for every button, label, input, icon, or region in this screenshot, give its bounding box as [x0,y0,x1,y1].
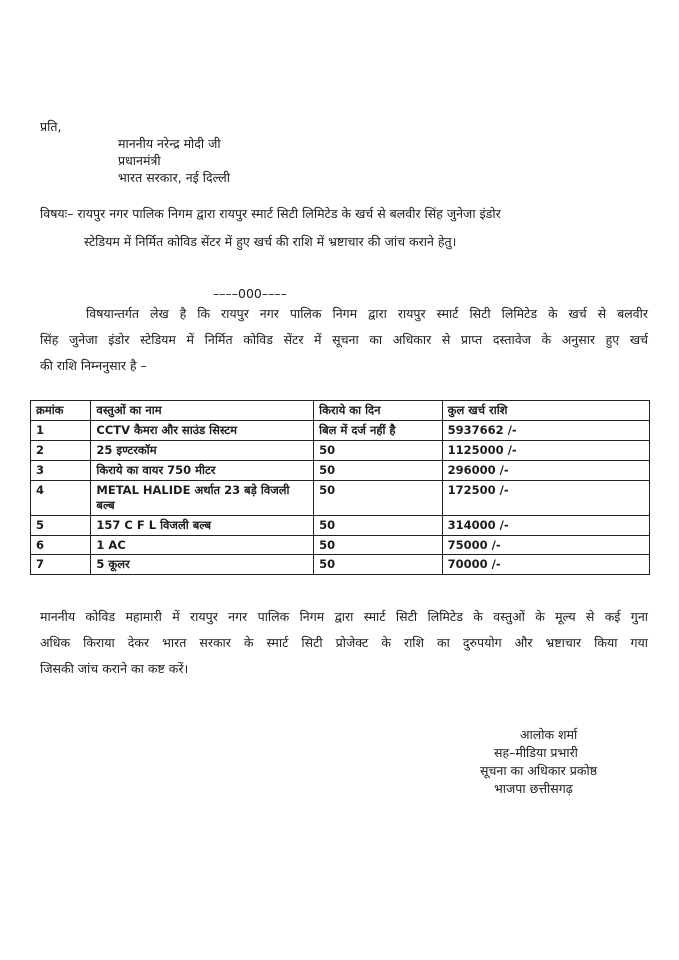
days-cell: बिल में दर्ज नहीं है [314,421,443,441]
table-row [31,461,650,481]
days-cell: 50 [314,441,443,461]
recipient-name: माननीय नरेन्द्र मोदी जी [118,136,221,151]
serial-cell: 3 [31,461,91,481]
item-cell: 5 कूलर [91,555,314,575]
amount-cell: 5937662 /- [442,421,649,441]
item-cell: 157 C F L विजली बल्ब [91,516,314,536]
expense-table [30,400,650,575]
serial-cell: 5 [31,516,91,536]
serial-cell: 2 [31,441,91,461]
serial-cell: 1 [31,421,91,441]
subject-line-1: विषयः– रायपुर नगर पालिक निगम द्वारा रायपुर स्मार्ट सिटी लिमिटेड के खर्च से बलवीर सिंह जुनेजा इंडोर [40,206,501,221]
serial-cell: 4 [31,481,91,516]
amount-cell: 296000 /- [442,461,649,481]
table-row [31,481,650,516]
table-row [31,516,650,536]
separator: ––––000–––– [213,286,287,301]
days-cell: 50 [314,555,443,575]
item-cell: किराये का वायर 750 मीटर [91,461,314,481]
days-cell: 50 [314,516,443,536]
days-cell: 50 [314,461,443,481]
header-serial: क्रमांक [31,401,91,421]
amount-cell: 1125000 /- [442,441,649,461]
item-cell: METAL HALIDE अर्थात 23 बड़े विजली बल्ब [91,481,314,516]
signatory-title-2: सूचना का अधिकार प्रकोष्ठ [480,763,598,778]
recipient-address: भारत सरकार, नई दिल्ली [118,170,230,185]
item-cell: 25 इण्टरकॉम [91,441,314,461]
table-row [31,441,650,461]
item-cell: 1 AC [91,536,314,555]
table-row [31,555,650,575]
conclusion-paragraph [40,604,648,682]
recipient-designation: प्रधानमंत्री [118,153,161,168]
item-cell: CCTV कैमरा और साउंड सिस्टम [91,421,314,441]
conclusion-line-1: माननीय कोविड महामारी में रायपुर नगर पालिक निगम द्वारा स्मार्ट सिटी लिमिटेड के वस्तुओं के मूल्य से कई गुना [40,609,648,624]
days-cell: 50 [314,536,443,555]
salutation: प्रति, [40,119,62,134]
header-rent-days: किराये का दिन [314,401,443,421]
conclusion-line-2: अधिक किराया देकर भारत सरकार के स्मार्ट सिटी प्रोजेक्ट के राशि का दुरुपयोग और भ्रष्टाचार किया गया [40,635,648,650]
signatory-name: आलोक शर्मा [520,727,578,742]
table-header-row [31,401,650,421]
signatory-title-1: सह–मीडिया प्रभारी [494,745,578,760]
intro-line-3: की राशि निम्ननुसार है – [40,358,147,373]
table-row [31,421,650,441]
signatory-title-3: भाजपा छत्तीसगढ़ [494,781,573,796]
amount-cell: 75000 /- [442,536,649,555]
amount-cell: 70000 /- [442,555,649,575]
amount-cell: 314000 /- [442,516,649,536]
intro-line-2: सिंह जुनेजा इंडोर स्टेडियम में निर्मित कोविड सेंटर में सूचना का अधिकार से प्राप्त दस्तावेज के अनुसार हुए खर्च [40,332,648,347]
serial-cell: 6 [31,536,91,555]
header-total-amount: कुल खर्च राशि [442,401,649,421]
table-row [31,536,650,555]
days-cell: 50 [314,481,443,516]
header-item-name: वस्तुओं का नाम [91,401,314,421]
serial-cell: 7 [31,555,91,575]
subject-line-2: स्टेडियम में निर्मित कोविड सेंटर में हुए खर्च की राशि में भ्रष्टाचार की जांच कराने हेतु। [84,234,457,249]
intro-line-1: विषयान्तर्गत लेख है कि रायपुर नगर पालिक निगम द्वारा रायपुर स्मार्ट सिटी लिमिटेड के खर्च से बलवीर [86,306,648,321]
conclusion-line-3: जिसकी जांच कराने का कष्ट करें। [40,661,189,676]
amount-cell: 172500 /- [442,481,649,516]
intro-paragraph [40,301,648,379]
